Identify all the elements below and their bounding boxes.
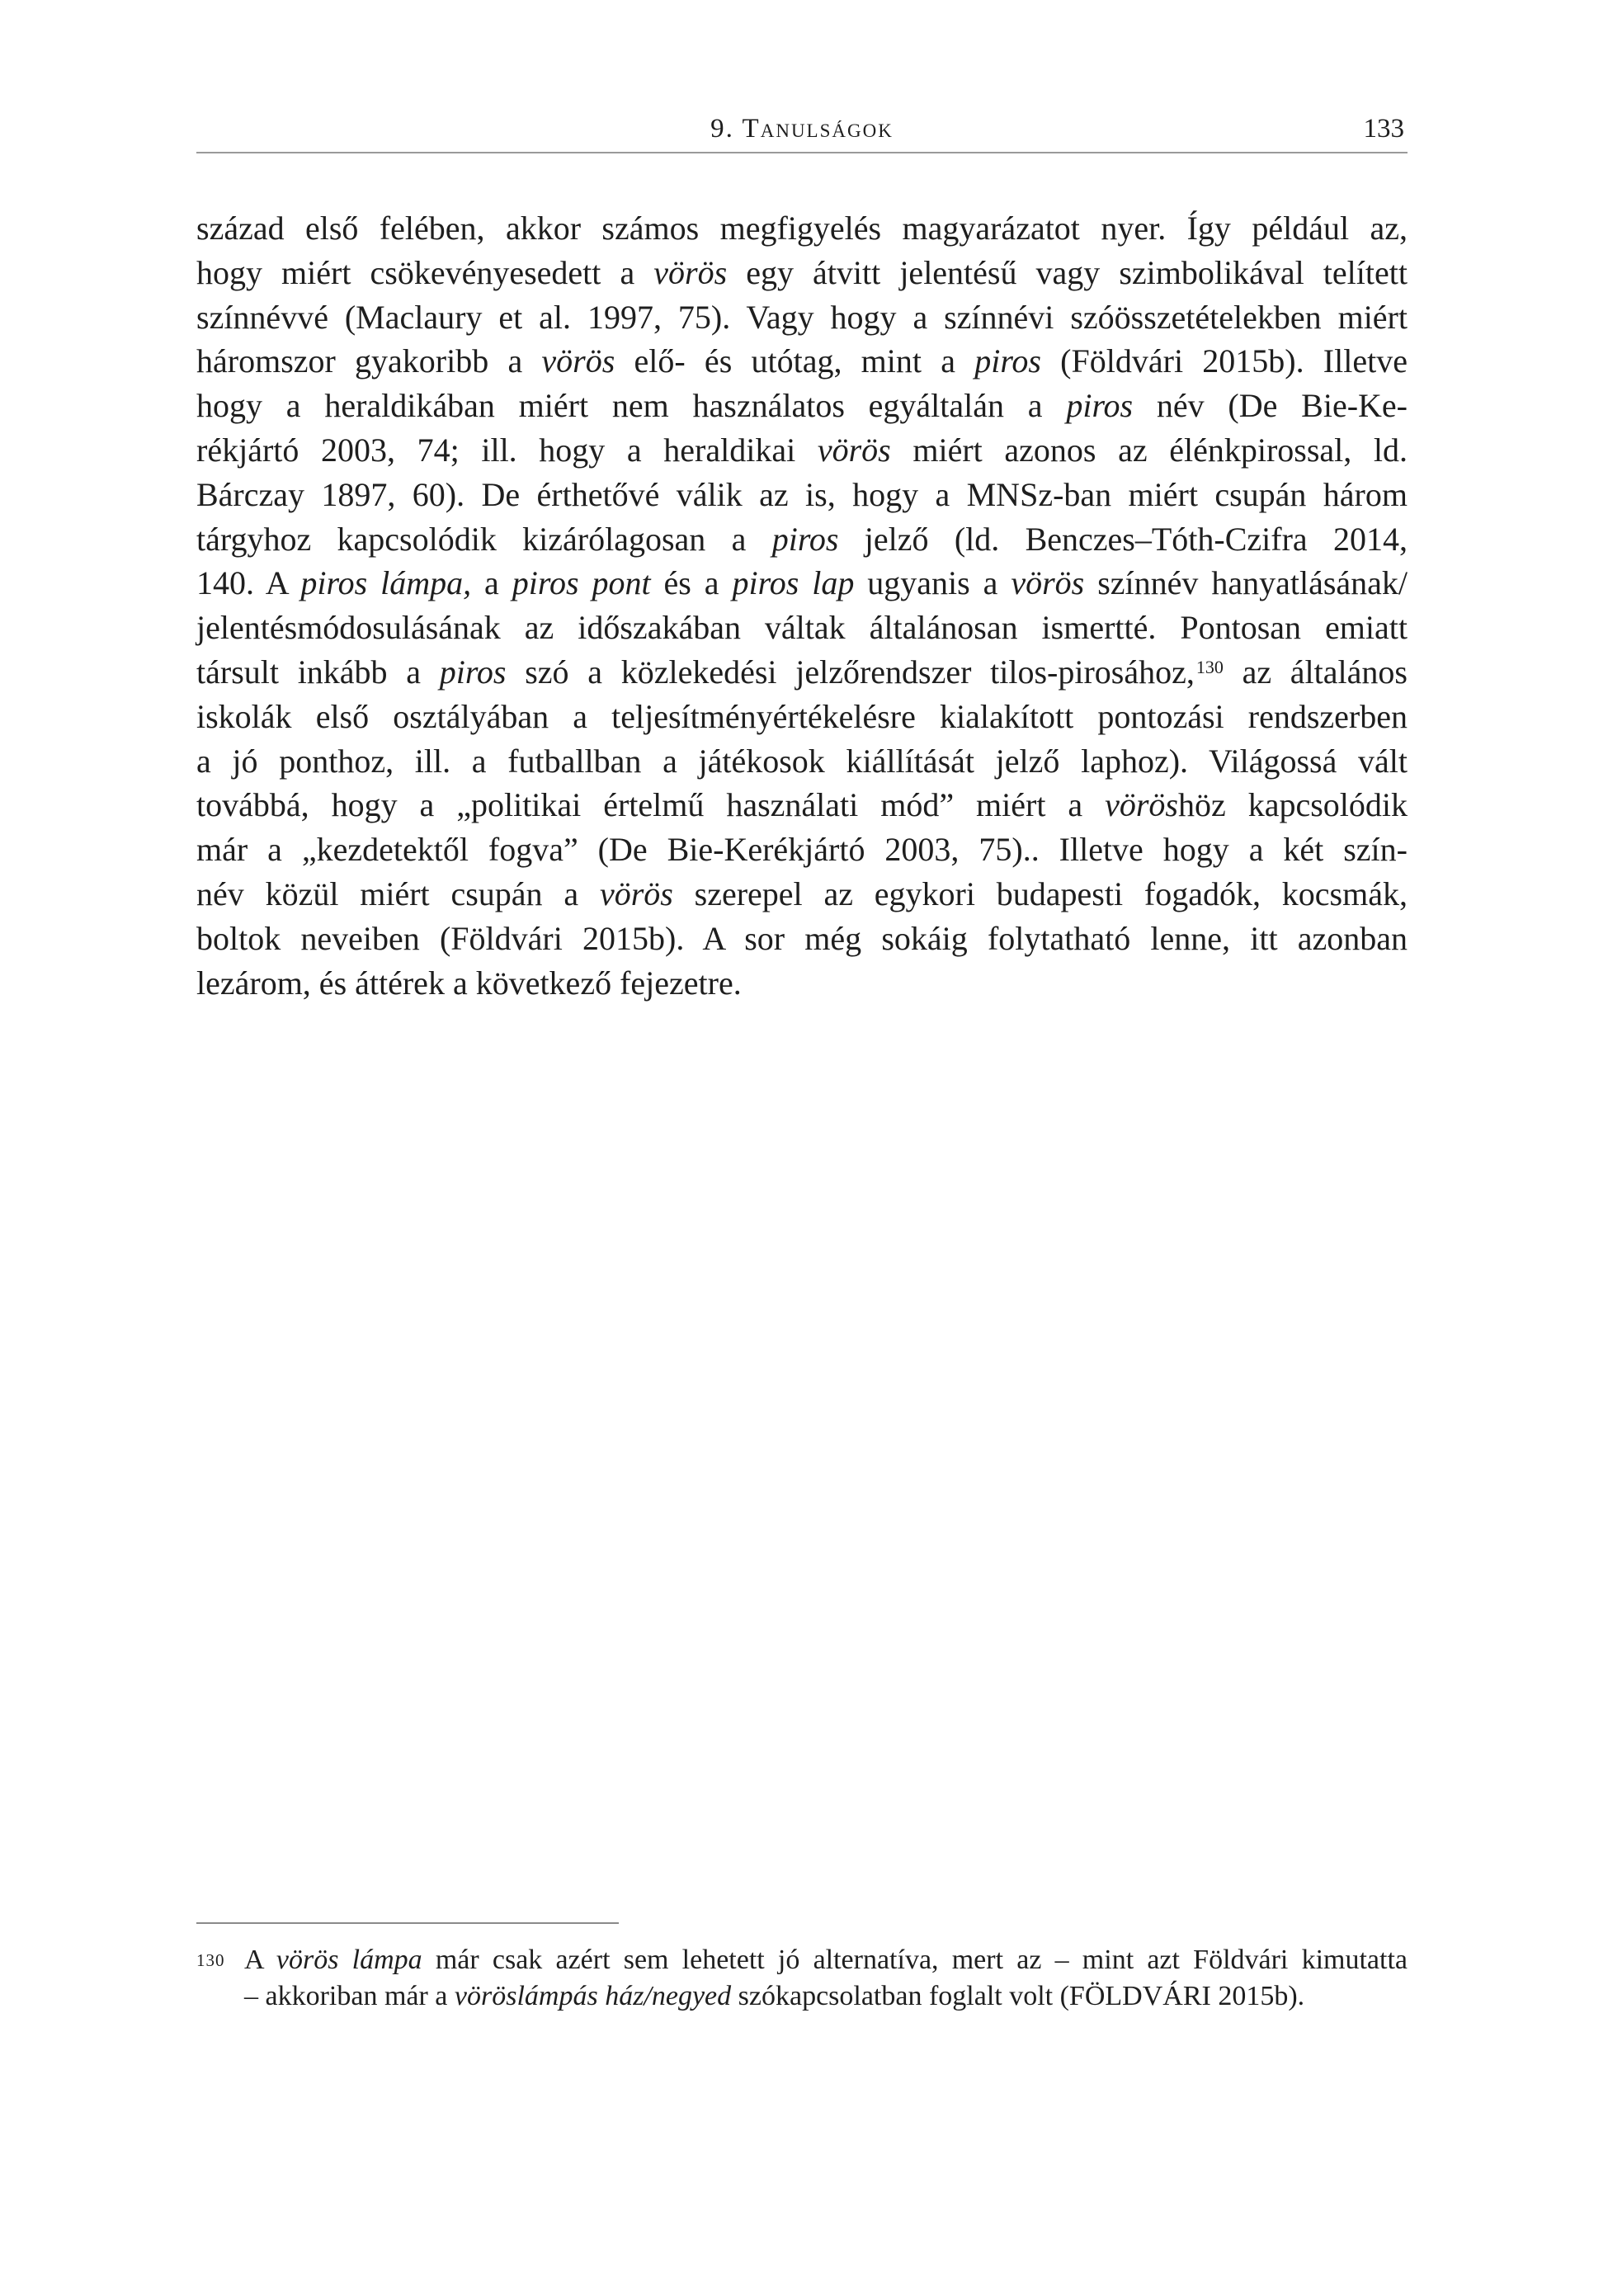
italic-term: vörös [599,875,673,912]
text-line [196,339,1408,384]
text-run: és a [650,564,733,602]
text-line [196,650,1408,695]
italic-term: piros pont [512,564,651,602]
text-run: háromszor gyakoribb a [196,342,542,380]
footnote-line [244,1942,1408,1978]
text-run: hogy miért csökevényesedett a [196,253,654,291]
italic-term: vörös [653,253,728,291]
text-run: az általános [1223,653,1408,691]
text-run: társult inkább a [196,653,440,691]
italic-term: vörös lámpa [276,1945,422,1975]
text-run: iskolák első osztályában a teljesítményértékelésre kialakított pontozási rendszerben [196,697,1408,735]
text-line [196,961,1408,1006]
italic-term: piros [1066,387,1134,425]
text-run: a jó ponthoz, ill. a futballban a játékosok kiállítását jelző laphoz). Világossá vált [196,742,1408,780]
footnote [196,1942,1408,2015]
text-run: miért azonos az élénkpirossal, ld. [890,431,1408,469]
italic-term: piros lap [732,564,855,602]
page-number: 133 [1363,114,1404,144]
text-run: szerepel az egykori budapesti fogadók, kocsmák, [672,875,1408,912]
text-line [196,384,1408,428]
text-run: – akkoriban már a [244,1981,455,2011]
running-header [196,114,1408,153]
text-run: tárgyhoz kapcsolódik kizárólagosan a [196,520,772,558]
text-line [196,827,1408,872]
text-run: jelző (ld. Benczes–Tóth-Czifra 2014, [838,520,1408,558]
text-run: Bárczay 1897, 60). De érthetővé válik az is, hogy a MNSz-ban miért csupán három [196,475,1408,513]
text-line [196,473,1408,517]
footnote-line [244,1978,1408,2015]
italic-term: vörös [817,431,891,469]
italic-term: vöröslámpás ház/negyed [454,1981,732,2011]
text-line [196,783,1408,827]
text-run: A [244,1945,276,1975]
italic-term: piros [439,653,507,691]
text-run: lezárom, és áttérek a következő fejezetre. [196,964,742,1002]
text-line [196,872,1408,917]
text-run: már a „kezdetektől fogva” (De Bie-Kerékjártó 2003, 75).. Illetve hogy a két szín- [196,831,1408,869]
text-run: hogy a heraldikában miért nem használatos egyáltalán a [196,387,1067,425]
text-run: rékjártó 2003, 74; ill. hogy a heraldikai [196,431,818,469]
text-line [196,206,1408,251]
text-run: szókapcsolatban foglalt volt (FÖLDVÁRI 2015b). [731,1981,1305,2011]
text-line [196,295,1408,340]
footnote-reference[interactable]: 130 [1195,656,1224,677]
italic-term: vörös [1105,786,1178,824]
text-run: jelentésmódosulásának az időszakában váltak általánosan ismertté. Pontosan emiatt [196,609,1408,647]
text-run: színnév hanyatlásának/ [1084,564,1408,602]
italic-term: piros [974,342,1041,380]
text-line [196,517,1408,562]
text-run: színnévvé (Maclaury et al. 1997, 75). Vagy hogy a színnévi szóösszetételekben miért [196,298,1408,336]
text-run: név közül miért csupán a [196,875,600,912]
text-line [196,561,1408,606]
text-line [196,739,1408,784]
italic-term: piros [771,520,839,558]
text-line [196,251,1408,295]
text-run: höz kapcsolódik [1178,786,1408,824]
text-run: ugyanis a [854,564,1011,602]
text-run: egy átvitt jelentésű vagy szimbolikával telített [727,253,1408,291]
text-line [196,917,1408,961]
footnote-text [244,1942,1408,2015]
text-run: (Földvári 2015b). Illetve [1040,342,1408,380]
text-line [196,428,1408,473]
main-paragraph [196,206,1408,1005]
text-run: továbbá, hogy a „politikai értelmű használati mód” miért a [196,786,1106,824]
italic-term: vörös [1011,564,1085,602]
text-line [196,695,1408,739]
text-line [196,606,1408,650]
text-run: boltok neveiben (Földvári 2015b). A sor még sokáig folytatható lenne, itt azonban [196,919,1408,957]
text-run: név (De Bie-Ke- [1133,387,1408,425]
italic-term: piros lámpa, [300,564,472,602]
text-run: század első felében, akkor számos megfigyelés magyarázatot nyer. Így például az, [196,210,1408,247]
text-run: 140. A [196,564,301,602]
footnote-marker: 130 [196,1950,225,1970]
italic-term: vörös [541,342,615,380]
footnote-separator [196,1922,619,1924]
chapter-title: 9. Tanulságok [710,114,894,144]
text-run: szó a közlekedési jelzőrendszer tilos-pirosához, [506,653,1195,691]
text-run: már csak azért sem lehetett jó alternatíva, mert az – mint azt Földvári kimutatta [422,1945,1408,1975]
text-run: elő- és utótag, mint a [615,342,975,380]
text-run: a [471,564,512,602]
